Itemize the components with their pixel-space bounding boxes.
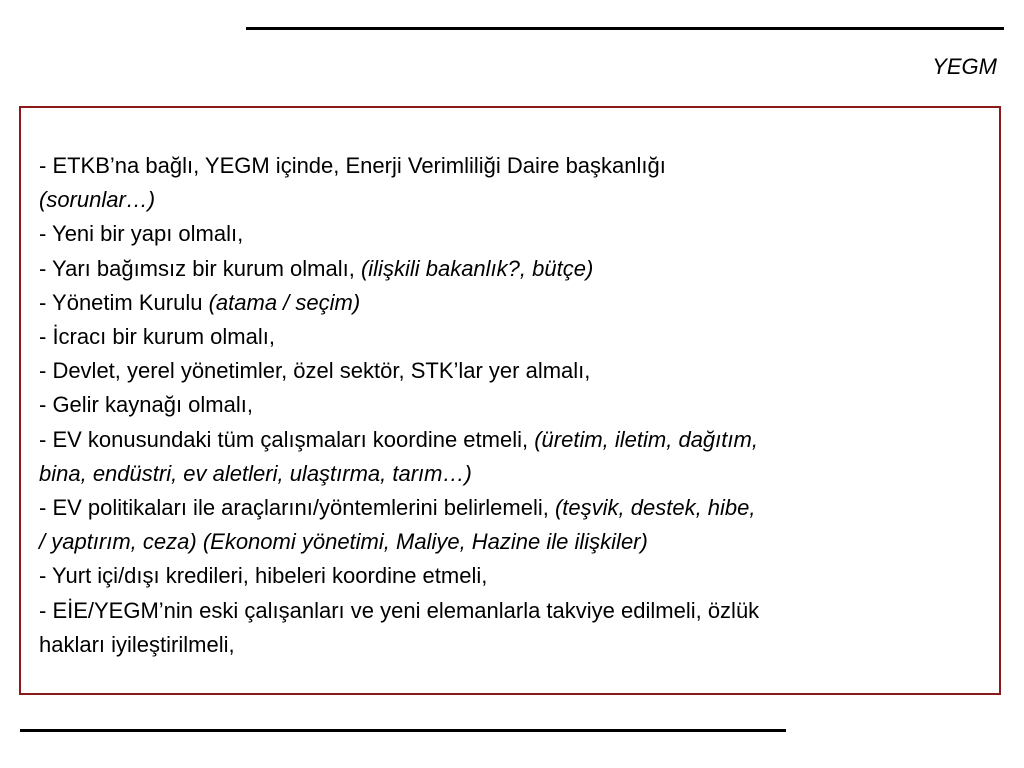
list-line: (sorunlar…) xyxy=(39,187,156,213)
list-line: - EV konusundaki tüm çalışmaları koordine etmeli, (üretim, iletim, dağıtım, xyxy=(39,426,758,452)
header-label: YEGM xyxy=(932,54,997,79)
list-line: - Yeni bir yapı olmalı, xyxy=(39,221,244,247)
top-rule xyxy=(246,27,1004,30)
list-line: - EİE/YEGM’nin eski çalışanları ve yeni elemanlarla takviye edilmeli, özlük xyxy=(39,597,760,623)
list-line: - Devlet, yerel yönetimler, özel sektör, STK’lar yer almalı, xyxy=(39,358,591,384)
list-line: - Yurt içi/dışı kredileri, hibeleri koordine etmeli, xyxy=(39,563,488,589)
content-box xyxy=(19,106,1001,695)
list-line: - Yarı bağımsız bir kurum olmalı, (ilişkili bakanlık?, bütçe) xyxy=(39,255,594,281)
list-line: hakları iyileştirilmeli, xyxy=(39,631,235,657)
list-line: - İcracı bir kurum olmalı, xyxy=(39,324,275,350)
bullet-list xyxy=(39,149,979,662)
list-line: bina, endüstri, ev aletleri, ulaştırma, tarım…) xyxy=(39,460,472,486)
list-line: - EV politikaları ile araçlarını/yöntemlerini belirlemeli, (teşvik, destek, hibe, xyxy=(39,495,756,521)
list-line: - Gelir kaynağı olmalı, xyxy=(39,392,253,418)
list-line: - ETKB’na bağlı, YEGM içinde, Enerji Verimliliği Daire başkanlığı xyxy=(39,153,666,178)
bottom-rule xyxy=(20,729,786,732)
list-line: / yaptırım, ceza) (Ekonomi yönetimi, Maliye, Hazine ile ilişkiler) xyxy=(39,529,648,555)
list-line: - Yönetim Kurulu (atama / seçim) xyxy=(39,289,361,315)
